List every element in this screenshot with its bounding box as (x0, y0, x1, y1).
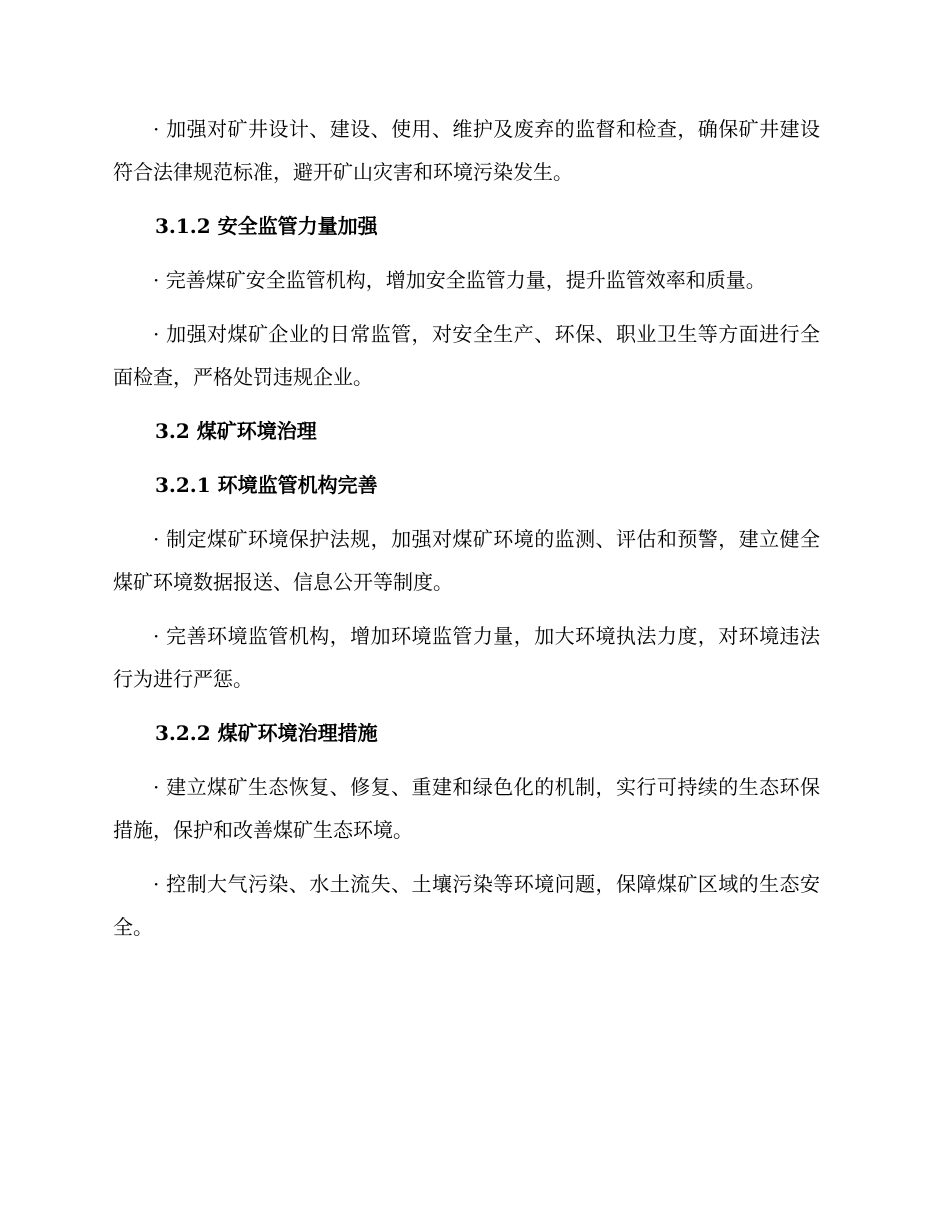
bullet-paragraph: · 控制大气污染、水土流失、土壤污染等环境问题，保障煤矿区域的生态安全。 (113, 872, 820, 939)
section-heading: 3.1.2 安全监管力量加强 (155, 214, 378, 238)
document-page (113, 108, 820, 949)
section-heading: 3.2.2 煤矿环境治理措施 (155, 721, 378, 745)
section-heading: 3.2 煤矿环境治理 (155, 419, 317, 443)
bullet-paragraph: · 加强对矿井设计、建设、使用、维护及废弃的监督和检查，确保矿井建设符合法律规范标准，避开矿山灾害和环境污染发生。 (113, 117, 820, 184)
bullet-paragraph: · 加强对煤矿企业的日常监管，对安全生产、环保、职业卫生等方面进行全面检查，严格处罚违规企业。 (113, 322, 820, 389)
section-heading: 3.2.1 环境监管机构完善 (155, 473, 378, 497)
bullet-paragraph: · 制定煤矿环境保护法规，加强对煤矿环境的监测、评估和预警，建立健全煤矿环境数据报送、信息公开等制度。 (113, 527, 820, 594)
bullet-paragraph: · 建立煤矿生态恢复、修复、重建和绿色化的机制，实行可持续的生态环保措施，保护和改善煤矿生态环境。 (113, 775, 820, 842)
bullet-paragraph: · 完善煤矿安全监管机构，增加安全监管力量，提升监管效率和质量。 (153, 268, 766, 292)
bullet-paragraph: · 完善环境监管机构，增加环境监管力量，加大环境执法力度，对环境违法行为进行严惩。 (113, 624, 820, 691)
